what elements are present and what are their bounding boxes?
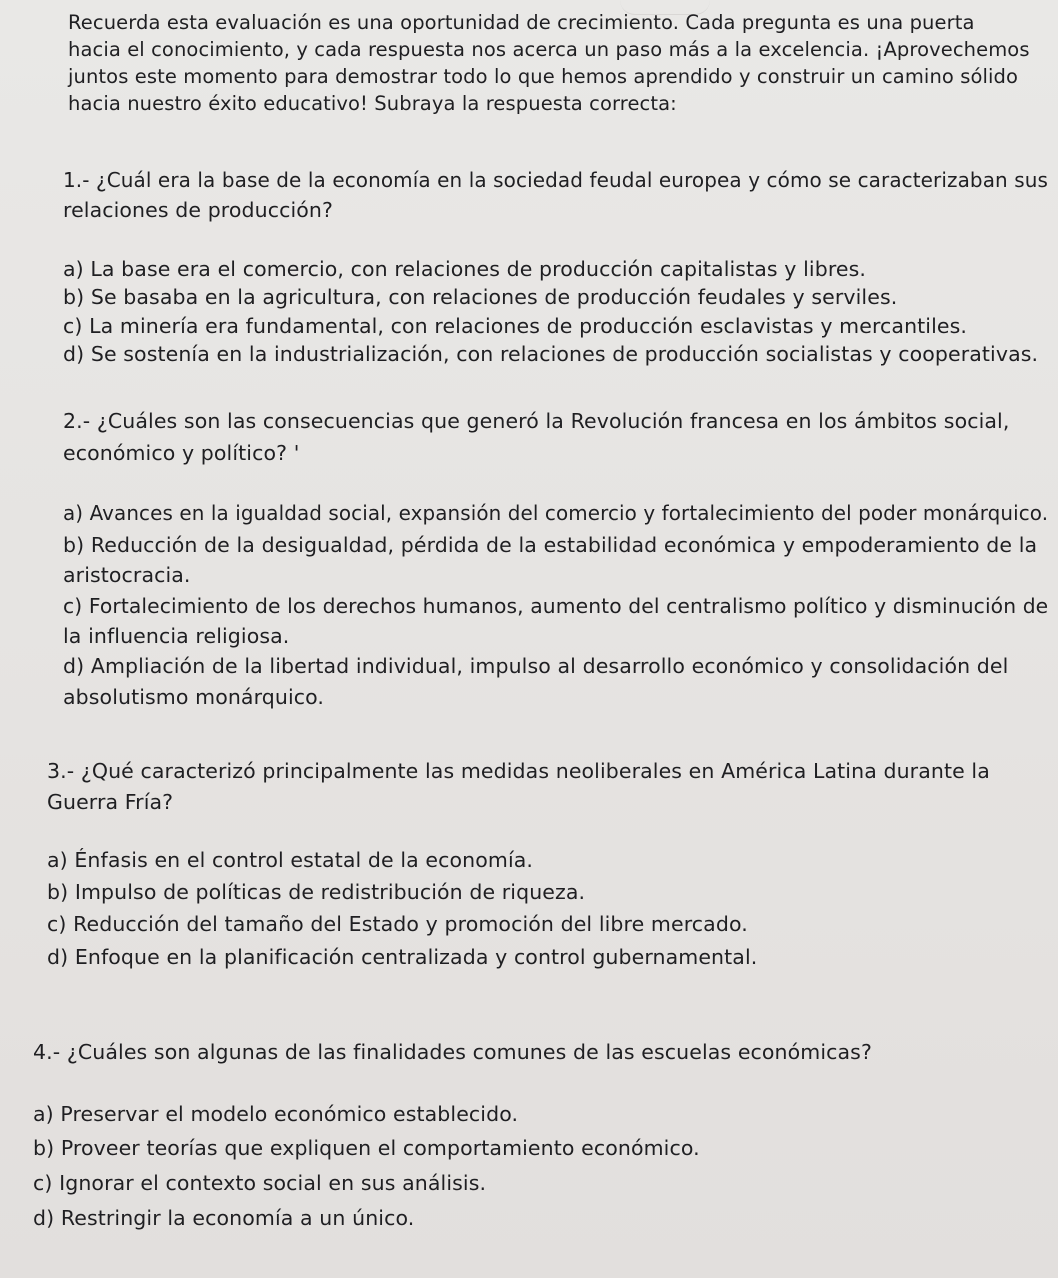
question-1-option-b[interactable]: b) Se basaba en la agricultura, con relaciones de producción feudales y serviles. [63, 285, 898, 309]
question-1-option-c[interactable]: c) La minería era fundamental, con relaciones de producción esclavistas y mercantiles. [63, 314, 968, 338]
question-4-option-c[interactable]: c) Ignorar el contexto social en sus análisis. [33, 1171, 487, 1195]
question-2-option-d-line-1[interactable]: d) Ampliación de la libertad individual, impulso al desarrollo económico y consolidación del [63, 654, 1009, 678]
question-2-option-c-line-2[interactable]: la influencia religiosa. [63, 624, 290, 648]
question-2-option-b-line-1[interactable]: b) Reducción de la desigualdad, pérdida de la estabilidad económica y empoderamiento de la [63, 533, 1038, 557]
question-1-option-d[interactable]: d) Se sostenía en la industrialización, con relaciones de producción socialistas y cooperativas. [63, 342, 1039, 366]
question-4-option-d[interactable]: d) Restringir la economía a un único. [33, 1206, 415, 1230]
intro-line-2: hacia el conocimiento, y cada respuesta nos acerca un paso más a la excelencia. ¡Aprovechemos [68, 38, 1030, 61]
question-3-text-line-1: 3.- ¿Qué caracterizó principalmente las medidas neoliberales en América Latina durante la [47, 759, 990, 783]
intro-line-3: juntos este momento para demostrar todo lo que hemos aprendido y construir un camino sólido [68, 65, 1019, 88]
intro-line-4: hacia nuestro éxito educativo! Subraya la respuesta correcta: [68, 92, 677, 115]
question-4-text: 4.- ¿Cuáles son algunas de las finalidades comunes de las escuelas económicas? [33, 1040, 872, 1064]
question-2-option-d-line-2[interactable]: absolutismo monárquico. [63, 685, 325, 709]
question-1-option-a[interactable]: a) La base era el comercio, con relaciones de producción capitalistas y libres. [63, 257, 867, 281]
question-3-option-b[interactable]: b) Impulso de políticas de redistribución de riqueza. [47, 880, 586, 904]
question-2-option-b-line-2[interactable]: aristocracia. [63, 563, 191, 587]
question-3-option-d[interactable]: d) Enfoque en la planificación centralizada y control gubernamental. [47, 945, 758, 969]
question-2-text-line-1: 2.- ¿Cuáles son las consecuencias que generó la Revolución francesa en los ámbitos social, [63, 409, 1010, 433]
question-3-option-a[interactable]: a) Énfasis en el control estatal de la economía. [47, 848, 534, 872]
question-1-text-line-1: 1.- ¿Cuál era la base de la economía en la sociedad feudal europea y cómo se caracterizaban sus [63, 168, 1049, 192]
question-3-text-line-2: Guerra Fría? [47, 790, 174, 814]
question-3-option-c[interactable]: c) Reducción del tamaño del Estado y promoción del libre mercado. [47, 912, 748, 936]
intro-line-1: Recuerda esta evaluación es una oportunidad de crecimiento. Cada pregunta es una puerta [68, 11, 975, 34]
question-2-option-c-line-1[interactable]: c) Fortalecimiento de los derechos humanos, aumento del centralismo político y disminución de [63, 594, 1049, 618]
question-1-text-line-2: relaciones de producción? [63, 198, 333, 222]
question-2-option-a[interactable]: a) Avances en la igualdad social, expansión del comercio y fortalecimiento del poder monárquico. [63, 501, 1049, 525]
question-4-option-b[interactable]: b) Proveer teorías que expliquen el comportamiento económico. [33, 1136, 700, 1160]
question-2-text-line-2: económico y político? ' [63, 441, 300, 465]
question-4-option-a[interactable]: a) Preservar el modelo económico establecido. [33, 1102, 519, 1126]
